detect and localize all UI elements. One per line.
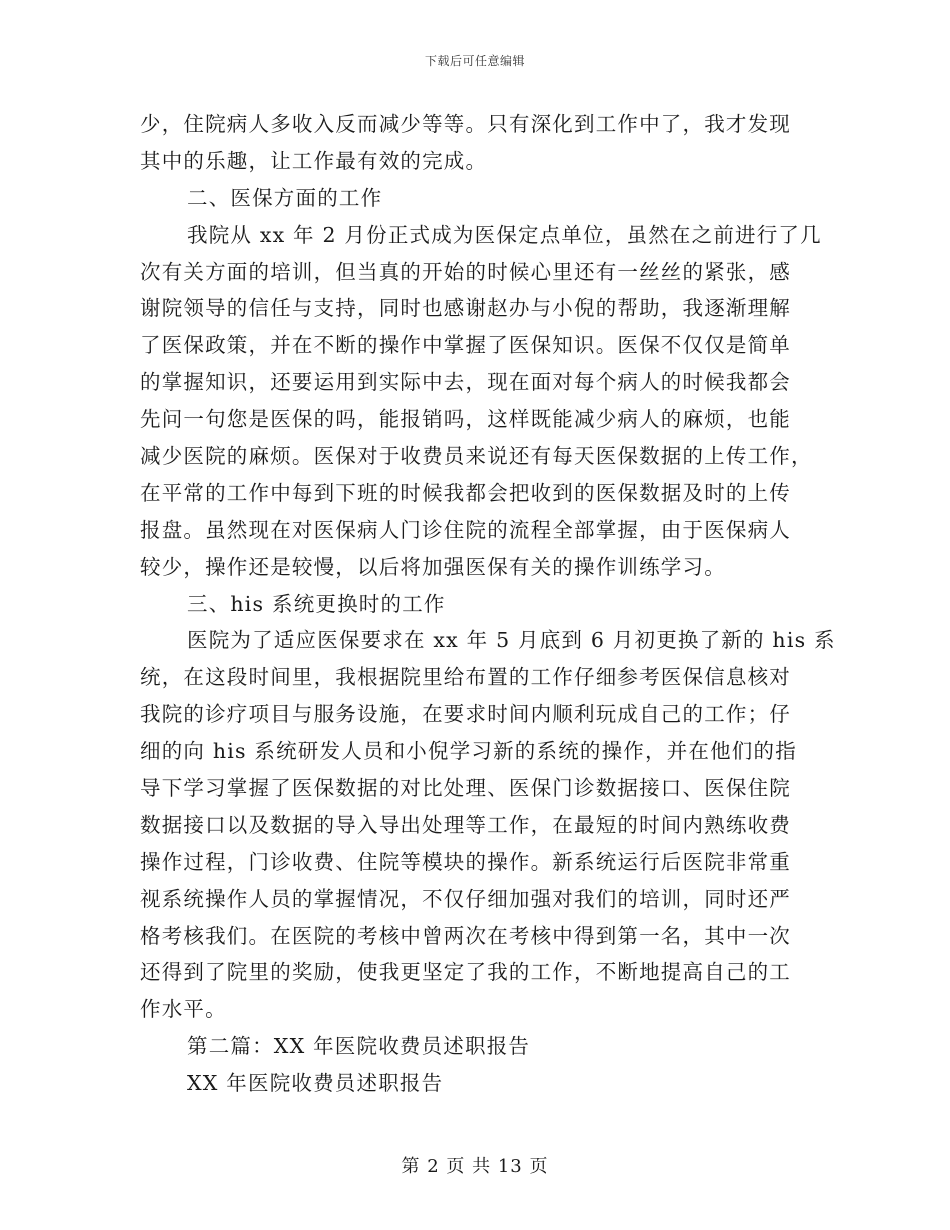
text-line: 谢院领导的信任与支持，同时也感谢赵办与小倪的帮助，我逐渐理解 bbox=[140, 296, 791, 321]
text-line: 报盘。虽然现在对医保病人门诊住院的流程全部掌握，由于医保病人 bbox=[140, 517, 791, 542]
text-line: 数据接口以及数据的导入导出处理等工作，在最短的时间内熟练收费 bbox=[140, 812, 791, 837]
text-line: 作水平。 bbox=[140, 997, 227, 1022]
document-body bbox=[140, 106, 836, 1102]
text-line: 统，在这段时间里，我根据院里给布置的工作仔细参考医保信息核对 bbox=[140, 665, 791, 690]
page-number-footer: 第 2 页 共 13 页 bbox=[401, 1156, 549, 1177]
text-line: 细的向 his 系统研发人员和小倪学习新的系统的操作，并在他们的指 bbox=[140, 739, 797, 764]
text-line: 较少，操作还是较慢，以后将加强医保有关的操作训练学习。 bbox=[140, 554, 726, 579]
text-line: 操作过程，门诊收费、住院等模块的操作。新系统运行后医院非常重 bbox=[140, 849, 791, 874]
text-line: 的掌握知识，还要运用到实际中去，现在面对每个病人的时候我都会 bbox=[140, 370, 791, 395]
text-line: 其中的乐趣，让工作最有效的完成。 bbox=[140, 148, 488, 173]
text-line: 我院从 xx 年 2 月份正式成为医保定点单位，虽然在之前进行了几 bbox=[187, 222, 822, 247]
text-line: 在平常的工作中每到下班的时候我都会把收到的医保数据及时的上传 bbox=[140, 480, 791, 505]
text-line: 医院为了适应医保要求在 xx 年 5 月底到 6 月初更换了新的 his 系 bbox=[187, 628, 836, 653]
text-line: 次有关方面的培训，但当真的开始的时候心里还有一丝丝的紧张，感 bbox=[140, 259, 791, 284]
text-line: 我院的诊疗项目与服务设施，在要求时间内顺利玩成自己的工作；仔 bbox=[140, 702, 791, 727]
text-line: 第二篇：XX 年医院收费员述职报告 bbox=[187, 1034, 531, 1059]
text-line: 少，住院病人多收入反而减少等等。只有深化到工作中了，我才发现 bbox=[140, 112, 791, 136]
text-line: 三、his 系统更换时的工作 bbox=[187, 591, 446, 616]
text-line: 先问一句您是医保的吗，能报销吗，这样既能减少病人的麻烦，也能 bbox=[140, 407, 791, 432]
text-line: 还得到了院里的奖励，使我更坚定了我的工作，不断地提高自己的工 bbox=[140, 960, 791, 985]
text-line: 视系统操作人员的掌握情况，不仅仔细加强对我们的培训，同时还严 bbox=[140, 886, 791, 911]
text-line: 导下学习掌握了医保数据的对比处理、医保门诊数据接口、医保住院 bbox=[140, 776, 791, 801]
text-line: XX 年医院收费员述职报告 bbox=[187, 1071, 444, 1096]
text-line: 减少医院的麻烦。医保对于收费员来说还有每天医保数据的上传工作， bbox=[140, 444, 813, 469]
text-line: 格考核我们。在医院的考核中曾两次在考核中得到第一名，其中一次 bbox=[140, 923, 791, 948]
text-line: 二、医保方面的工作 bbox=[187, 185, 383, 210]
text-line: 了医保政策，并在不断的操作中掌握了医保知识。医保不仅仅是简单 bbox=[140, 333, 791, 358]
page-header: 下载后可任意编辑 bbox=[424, 54, 525, 68]
